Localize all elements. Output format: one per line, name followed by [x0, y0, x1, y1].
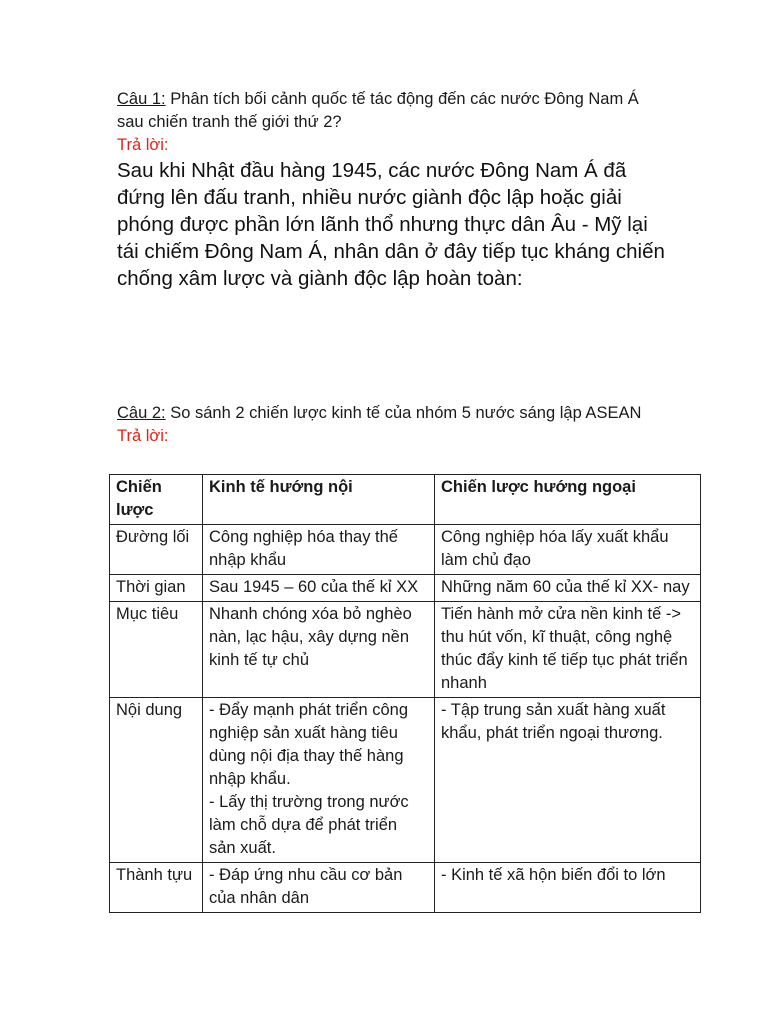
table-cell: Những năm 60 của thế kỉ XX- nay [435, 575, 701, 602]
question-1-block [117, 88, 665, 292]
table-row-label: Nội dung [110, 698, 203, 863]
table-cell: - Đẩy mạnh phát triển công nghiệp sản xuất hàng tiêu dùng nội địa thay thế hàng nhập khẩu. - Lấy thị trường trong nước làm chỗ dựa để phát triển sản xuất. [203, 698, 435, 863]
table-header-row [110, 475, 701, 525]
strategy-comparison-table [109, 474, 701, 913]
table-header-cell: Kinh tế hướng nội [203, 475, 435, 525]
table-cell: - Tập trung sản xuất hàng xuất khẩu, phát triển ngoại thương. [435, 698, 701, 863]
table-cell: - Kinh tế xã hộn biến đổi to lớn [435, 863, 701, 913]
table-cell: Tiến hành mở cửa nền kinh tế -> thu hút vốn, kĩ thuật, công nghệ thúc đẩy kinh tế tiếp tục phát triển nhanh [435, 602, 701, 698]
table-row [110, 863, 701, 913]
table-row-label: Mục tiêu [110, 602, 203, 698]
table-header-cell: Chiến lược [110, 475, 203, 525]
table-row [110, 575, 701, 602]
table-cell: - Đáp ứng nhu cầu cơ bản của nhân dân [203, 863, 435, 913]
answer-1-body: Sau khi Nhật đầu hàng 1945, các nước Đông Nam Á đã đứng lên đấu tranh, nhiều nước giành độc lập hoặc giải phóng được phần lớn lãnh thổ nhưng thực dân Âu - Mỹ lại tái chiếm Đông Nam Á, nhân dân ở đây tiếp tục kháng chiến chống xâm lược và giành độc lập hoàn toàn: [117, 159, 665, 290]
table-row-label: Thành tựu [110, 863, 203, 913]
table-cell: Sau 1945 – 60 của thế kỉ XX [203, 575, 435, 602]
question-2-label: Câu 2: [117, 404, 166, 422]
table-row-label: Đường lối [110, 525, 203, 575]
question-1-text: Phân tích bối cảnh quốc tế tác động đến các nước Đông Nam Á sau chiến tranh thế giới thứ 2? [117, 90, 639, 131]
table-row-label: Thời gian [110, 575, 203, 602]
table-row [110, 602, 701, 698]
table-cell: Công nghiệp hóa lấy xuất khẩu làm chủ đạo [435, 525, 701, 575]
table-header-cell: Chiến lược hướng ngoại [435, 475, 701, 525]
answer-2-label: Trả lời: [117, 427, 169, 445]
table-row [110, 698, 701, 863]
table-cell: Công nghiệp hóa thay thế nhập khẩu [203, 525, 435, 575]
question-2-block [117, 402, 657, 448]
question-2 [117, 402, 657, 425]
question-2-text: So sánh 2 chiến lược kinh tế của nhóm 5 nước sáng lập ASEAN [165, 404, 642, 422]
answer-1-label: Trả lời: [117, 136, 169, 154]
question-1-label: Câu 1: [117, 90, 166, 108]
table-cell: Nhanh chóng xóa bỏ nghèo nàn, lạc hậu, xây dựng nền kinh tế tự chủ [203, 602, 435, 698]
table-row [110, 525, 701, 575]
question-1 [117, 88, 657, 134]
table-body [110, 525, 701, 913]
